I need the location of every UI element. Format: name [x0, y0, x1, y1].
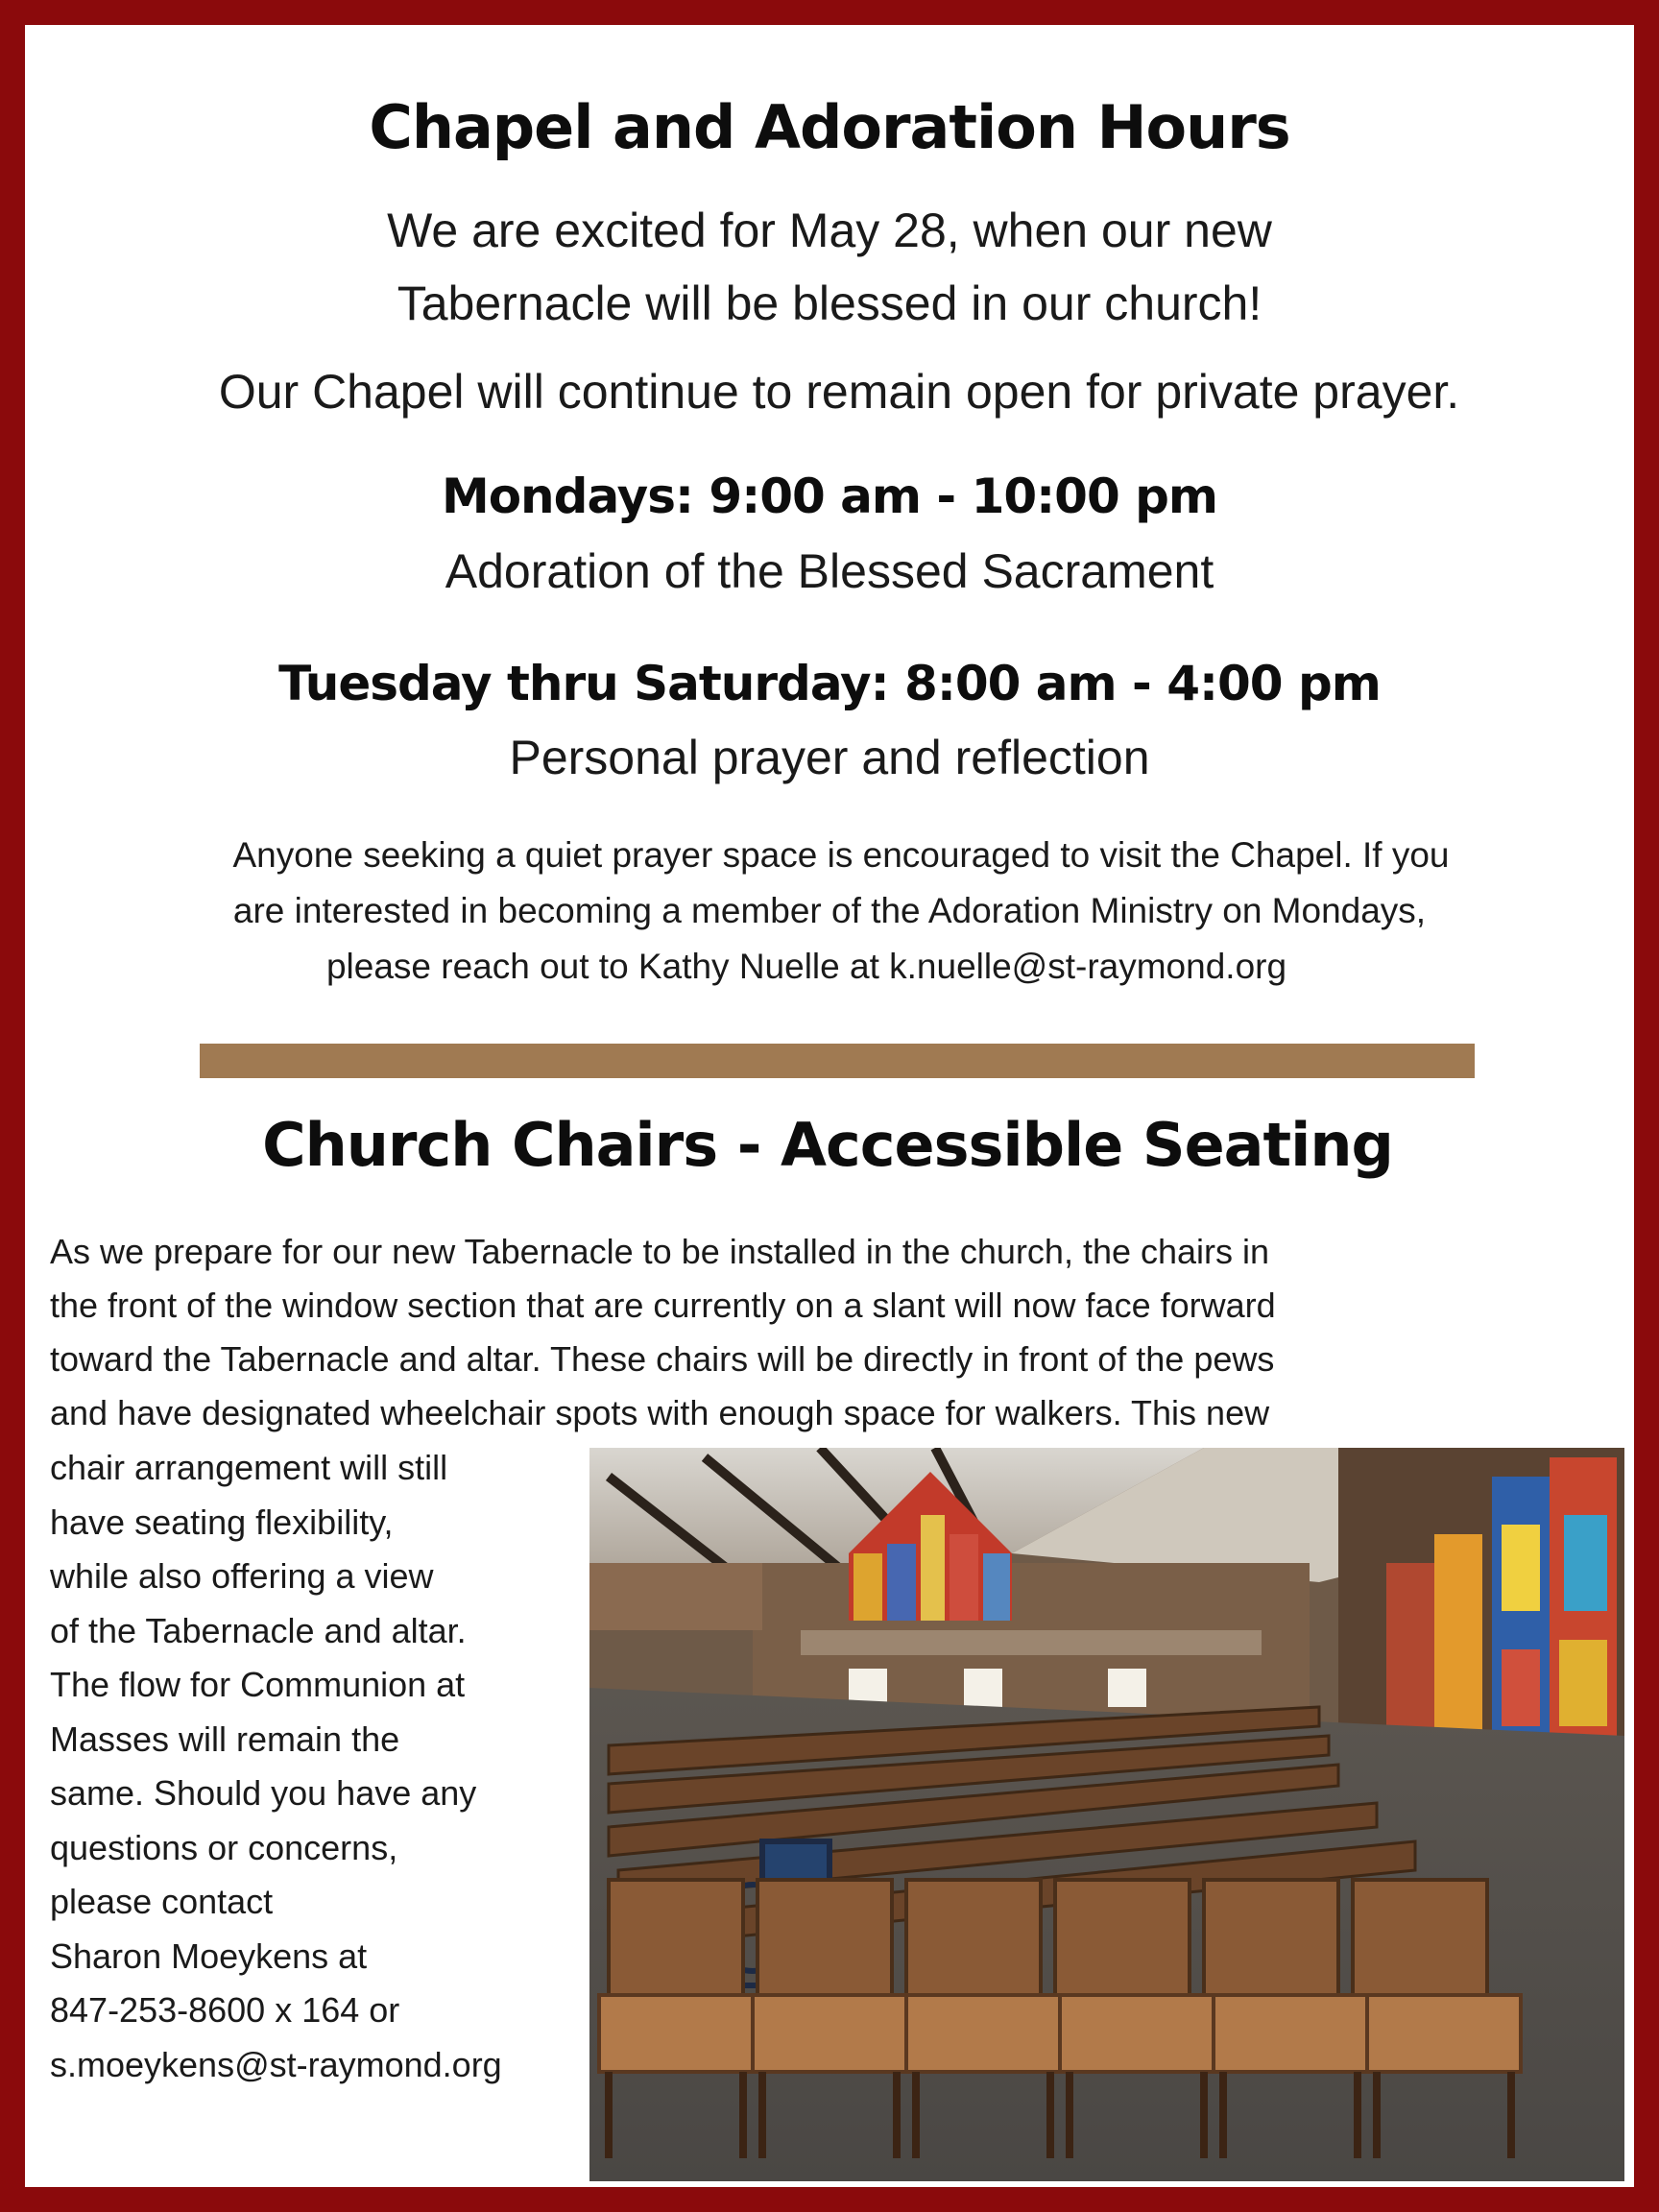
invite-line-2: are interested in becoming a member of the Adoration Ministry on Mondays,	[232, 891, 1427, 930]
intro-line-1: We are excited for May 28, when our new	[387, 204, 1272, 257]
side-text-line: Sharon Moeykens at	[50, 1936, 368, 1976]
monday-hours: Mondays: 9:00 am - 10:00 pm	[441, 469, 1218, 524]
chairs-body-line: the front of the window section that are currently on a slant will now face forward	[50, 1286, 1276, 1325]
chairs-body	[50, 1225, 1605, 1440]
side-text-line: chair arrangement will still	[50, 1448, 448, 1487]
section-divider	[200, 1044, 1475, 1078]
weekday-hours: Tuesday thru Saturday: 8:00 am - 4:00 pm	[278, 656, 1381, 711]
chairs-body-line: toward the Tabernacle and altar. These chairs will be directly in front of the pews	[50, 1339, 1275, 1379]
chapel-open-notice: Our Chapel will continue to remain open for private prayer.	[218, 365, 1460, 419]
chairs-heading: Church Chairs - Accessible Seating	[262, 1110, 1393, 1180]
side-text-line: please contact	[50, 1882, 274, 1921]
chapel-heading: Chapel and Adoration Hours	[369, 92, 1290, 162]
side-text-line: The flow for Communion at	[50, 1665, 466, 1704]
church-interior-illustration	[589, 1448, 1624, 2181]
side-text-line: while also offering a view	[50, 1556, 434, 1596]
side-text-line: Masses will remain the	[50, 1719, 400, 1759]
contact-email: s.moeykens@st-raymond.org	[50, 2044, 502, 2084]
intro-line-2: Tabernacle will be blessed in our church!	[397, 276, 1262, 330]
monday-description: Adoration of the Blessed Sacrament	[445, 544, 1214, 598]
side-text-line: questions or concerns,	[50, 1827, 398, 1867]
side-text-line: same. Should you have any	[50, 1773, 477, 1813]
chairs-side-text	[50, 1441, 588, 2092]
chairs-body-line: and have designated wheelchair spots with enough space for walkers. This new	[50, 1393, 1270, 1432]
invite-line-3: please reach out to Kathy Nuelle at k.nuelle@st-raymond.org	[325, 947, 1287, 986]
chairs-body-line: As we prepare for our new Tabernacle to be installed in the church, the chairs in	[50, 1232, 1270, 1271]
weekday-description: Personal prayer and reflection	[509, 731, 1150, 784]
side-text-line: of the Tabernacle and altar.	[50, 1610, 467, 1650]
side-text-line: have seating flexibility,	[50, 1502, 394, 1542]
side-text-line: 847-253-8600 x 164 or	[50, 1990, 400, 2030]
invite-line-1: Anyone seeking a quiet prayer space is encouraged to visit the Chapel. If you	[232, 835, 1450, 875]
church-interior-photo	[589, 1448, 1624, 2181]
